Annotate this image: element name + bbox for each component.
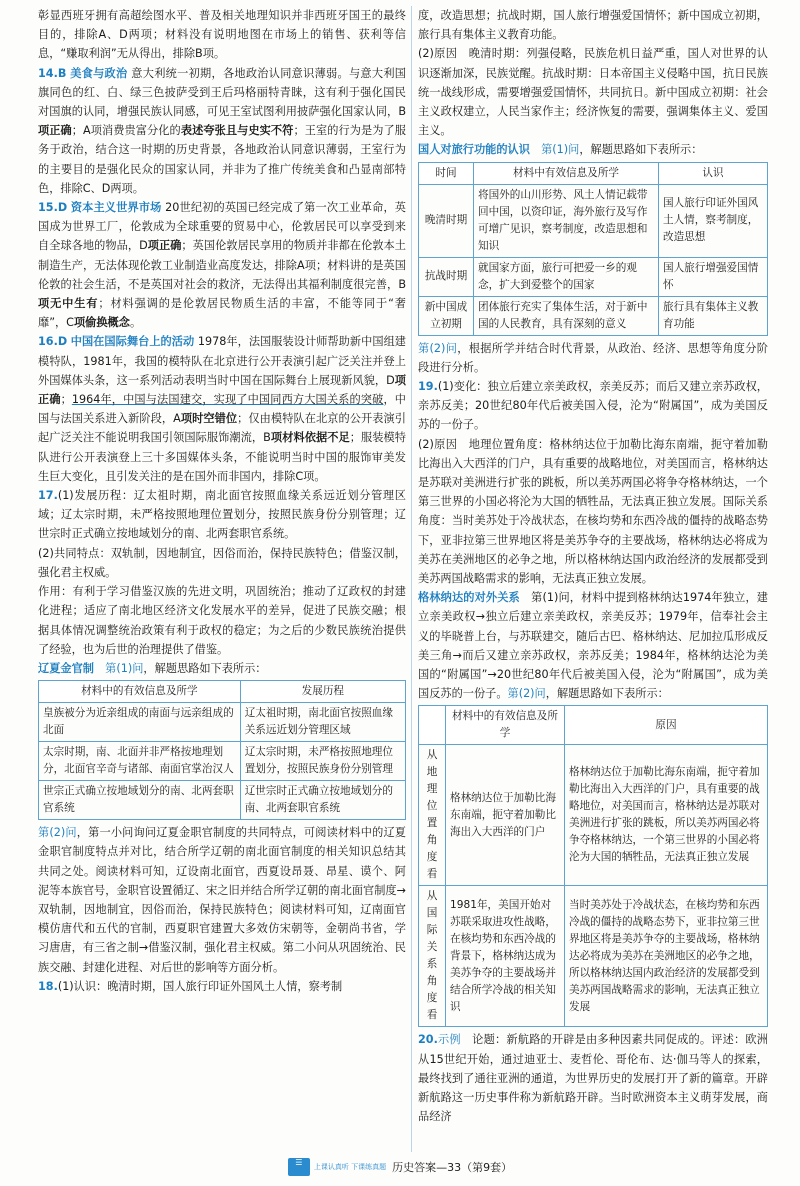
table-header: 材料中的有效信息及所学 [39, 681, 241, 703]
table-header: 材料中的有效信息及所学 [446, 706, 565, 745]
table-row: 新中国成立初期 团体旅行充实了集体生活，对于新中国的人民教育，具有深刻的意义 旅行具有集体主义教育功能 [419, 296, 768, 335]
table-header: 认识 [659, 162, 768, 184]
table-row: 从国际关系角度看 1981年，美国开始对苏联采取进攻性战略，在核均势和东西冷战的背景下，格林纳达成为美苏争夺的主要战场并结合所学冷战的相关知识 当时美苏处于冷战状态，在核均势和东西冷战的僵持的战略态势下，亚非拉第三世界地区将是美苏争夺的主要战场，格林纳达必将成为美苏在美洲地区的必争之地，所以格林纳达国内政治经济的发展都受到美苏两国战略需求的影响，无法真正独立发展 [419, 886, 768, 1027]
paragraph: 第(2)问，第一小问询问辽夏金职官制度的共同特点，可阅读材料中的辽夏金职官制度特点并对比，结合所学辽朝的南北面官制度的相关知识总结其共同之处。阅读材料可知，辽设南北面官，西夏设昂聂、昂星、谟个、阿泥等本族官号，金职官设置循辽、宋之旧并结合所学辽朝的南北面官制度→双轨制，因地制宜，因俗而治，保持民族特色；阅读材料可知，辽南面官模仿唐代和五代的官制，西夏职官建置大多效仿宋朝等，金朝尚书省，学习唐唐，有三省之制→借鉴汉制，强化君主权威。第二小问从巩固统治、民族交融、封建化进程、对后世的影响等方面分析。 [38, 826, 406, 974]
question-number: 20. [418, 1033, 438, 1047]
table-header: 发展历程 [240, 681, 405, 703]
liao-table [38, 680, 406, 820]
topic-label: 美食与政治 [70, 66, 128, 80]
table-header: 时间 [419, 162, 474, 184]
table-row: 世宗正式确立按地域划分的南、北两套职官系统 辽世宗时正式确立按地域划分的南、北两套职官系统 [39, 781, 406, 820]
travel-table [418, 162, 768, 336]
liao-intro: 辽夏金官制 第(1)问，解题思路如下表所示： [38, 661, 267, 675]
answer-16: 16.D 中国在国际舞台上的活动 1978年，法国服装设计师帮助新中国组建模特队，1981年，我国的模特队在北京进行公开表演引起广泛关注并登上外国媒体头条，这一系列活动表明当时中国在国际舞台上展现新风貌，D项正确；1964年，中国与法国建交，实现了中国同西方大国关系的突破，中国与法国关系进入新阶段，A项时空错位；仅由模特队在北京的公开表演引起广泛关注不能说明我国引领国际服饰潮流，B项材料依据不足；服装模特队进行公开表演登上三十多国媒体头条，不能说明当时中国的服饰审美发生巨大变化，且引发关注的是在国外而非国内，排除C项。 [38, 335, 406, 483]
right-column [418, 6, 768, 1127]
answer-20: 20.示例 论题：新航路的开辟是由多种因素共同促成的。评述：欧洲从15世纪开始，通过迪亚士、麦哲伦、哥伦布、达·伽马等人的探索，最终找到了通往亚洲的通道，为世界历史的发展打开了新的篇章。开辟新航路这一历史事件称为新航路开辟。当时欧洲资本主义萌芽发展，商品经济 [418, 1033, 768, 1124]
answer-17: 17.(1)发展历程：辽太祖时期，南北面官按照血缘关系远近划分管理区域；辽太宗时期，未严格按照地理位置划分，按照民族身份分别管理；辽世宗时正式确立按地域划分的南、北两套职官系统。 [38, 489, 406, 541]
brand-logo: ☰ [288, 1158, 310, 1176]
paragraph: (2)原因 地理位置角度：格林纳达位于加勒比海东南端，扼守着加勒比海出入大西洋的门户，具有重要的战略地位，对美国而言，格林纳达是苏联对美洲进行扩张的跳板，所以美苏两国必将争夺格林纳达，一个第三世界的小国必将沦为大国的牺牲品，无法真正独立发展。国际关系角度：当时美苏处于冷战状态，在核均势和东西冷战的僵持的战略态势下，亚非拉第三世界地区将是美苏争夺的主要战场，格林纳达必将成为美苏在美洲地区的必争之地，所以格林纳达国内政治经济的发展都受到美苏两国战略需求的影响，无法真正独立发展。 [418, 437, 768, 586]
topic-label: 辽夏金官制 [38, 661, 94, 675]
question-number: 14.B [38, 66, 67, 80]
topic-label: 资本主义世界市场 [70, 201, 162, 215]
table-row: 抗战时期 就国家方面，旅行可把爱一乡的观念，扩大到爱整个的国家 国人旅行增强爱国情怀 [419, 257, 768, 296]
answer-19: 19.(1)变化：独立后建立亲美政权，亲美反苏；而后又建立亲苏政权，亲苏反美；20世纪80年代后被美国入侵，沦为“附属国”，成为美国反苏的一份子。 [418, 380, 768, 432]
paragraph: 作用：有利于学习借鉴汉族的先进文明，巩固统治；推动了辽政权的封建化进程；适应了南北地区经济文化发展水平的差异，促进了民族交融；根据具体情况调整统治政策有利于政权的稳定；为之后的少数民族统治提供了经验，也为后世的治理提供了借鉴。 [38, 585, 406, 656]
page-footer [0, 1158, 800, 1180]
question-number: 16.D [38, 335, 68, 349]
table-header: 原因 [565, 706, 768, 745]
grenada-intro: 格林纳达的对外关系 第(1)问，材料中提到格林纳达1974年独立，建立亲美政权→独立后建立亲美政权，亲美反苏；1979年，信奉社会主义的毕晓普上台，与苏联建交，随后古巴、格林纳达、尼加拉瓜形成反美三角→而后又建立亲苏政权，亲苏反美；1984年，格林纳达沦为美国的“附属国”→20世纪80年代后被美国入侵，沦为“附属国”，成为美国反苏的一份子。第(2)问，解题思路如下表所示： [418, 591, 768, 701]
table-header: 材料中有效信息及所学 [474, 162, 659, 184]
left-column [38, 6, 406, 996]
table-row: 皇族被分为近亲组成的南面与远亲组成的北面 辽太祖时期，南北面官按照血缘关系远近划分管理区域 [39, 703, 406, 742]
question-number: 15.D [38, 201, 68, 215]
paragraph: (2)原因 晚清时期：列强侵略，民族危机日益严重，国人对世界的认识逐渐加深，民族觉醒。抗战时期：日本帝国主义侵略中国，抗日民族统一战线形成，需要增强爱国情怀，共同抗日。新中国成立初期：社会主义政权建立，人民当家作主；经济恢复的需要，强调集体主义、爱国主义。 [418, 47, 768, 138]
table-row: 晚清时期 将国外的山川形势、风土人情记载带回中国，以资印证，海外旅行及写作可增广见识，察考制度，改造思想和知识 国人旅行印证外国风土人情，察考制度，改造思想 [419, 184, 768, 257]
table-row: 太宗时期，南、北面并非严格按地理划分，北面官辛奇与诸部、南面官掌治汉人 辽太宗时期，未严格按照地理位置划分，按照民族身份分别管理 [39, 742, 406, 781]
paragraph: (2)共同特点：双轨制，因地制宜，因俗而治，保持民族特色；借鉴汉制，强化君主权威。 [38, 546, 406, 579]
brand-slogan: 上课认真听 下课练真题 [313, 1163, 387, 1171]
topic-label: 格林纳达的对外关系 [418, 591, 520, 605]
topic-label: 中国在国际舞台上的活动 [70, 335, 195, 349]
answer-14: 14.B 美食与政治 意大利统一初期，各地政治认同意识薄弱。与意大利国旗同色的红、白、绿三色披萨受到王后玛格丽特青睐，这有利于强化国民对国旗的认同，增强民族认同感，可见王室试图利用披萨强化国家认同，B项正确；A项消费贵富分化的表述夸张且与史实不符；王室的行为是为了服务于政治，结合这一时期的历史背景，各地政治认同意识薄弱，王室行为的主要目的是强化民众的国家认同，并非为了推广传统美食和凸显南部特色，排除C、D两项。 [38, 66, 406, 195]
paragraph: 第(2)问，根据所学并结合时代背景，从政治、经济、思想等角度分阶段进行分析。 [418, 341, 768, 374]
grenada-table [418, 705, 768, 1027]
answer-15: 15.D 资本主义世界市场 20世纪初的英国已经完成了第一次工业革命，英国成为世界工厂，伦敦成为全球重要的贸易中心，伦敦居民可以享受到来自全球各地的物品，D项正确；英国伦敦居民享用的物质并非都在伦敦本土制造生产，无法体现伦敦工业制造业高度发达，排除A项；材料讲的是英国伦敦的社会生活，不是英国对社会的救济，无法得出其福利制度很完善，B项无中生有；材料强调的是伦敦居民物质生活的丰富，不能等同于“奢靡”，C项偷换概念。 [38, 201, 406, 330]
answer-18: 18.(1)认识：晚清时期，国人旅行印证外国风土人情，察考制 [38, 979, 343, 993]
underlined-text: 1964年，中国与法国建交，实现了中国同西方大国关系的突破 [71, 393, 384, 407]
travel-intro: 国人对旅行功能的认识 第(1)问，解题思路如下表所示： [418, 143, 703, 157]
paragraph: 彰显西班牙拥有高超绘图水平、普及相关地理知识并非西班牙国王的最终目的，排除A、D两项；材料没有说明地图在市场上的销售、获利等信息，“赚取利润”无从得出，排除B项。 [38, 9, 406, 61]
topic-label: 国人对旅行功能的认识 [418, 143, 530, 157]
question-number: 17. [38, 489, 58, 503]
paragraph: 度，改造思想；抗战时期，国人旅行增强爱国情怀；新中国成立初期，旅行具有集体主义教育功能。 [418, 9, 768, 42]
column-divider [411, 6, 412, 1152]
question-number: 18. [38, 979, 58, 993]
question-number: 19. [418, 380, 438, 394]
page-label: 历史答案—33（第9套） [392, 1161, 513, 1174]
table-row: 从地理位置角度看 格林纳达位于加勒比海东南端，扼守着加勒比海出入大西洋的门户 格林纳达位于加勒比海东南端，扼守着加勒比海出入大西洋的门户，具有重要的战略地位，对美国而言，格林纳达是苏联对美洲进行扩张的跳板，所以美苏两国必将争夺格林纳达，一个第三世界的小国必将沦为大国的牺牲品，无法真正独立发展 [419, 745, 768, 886]
